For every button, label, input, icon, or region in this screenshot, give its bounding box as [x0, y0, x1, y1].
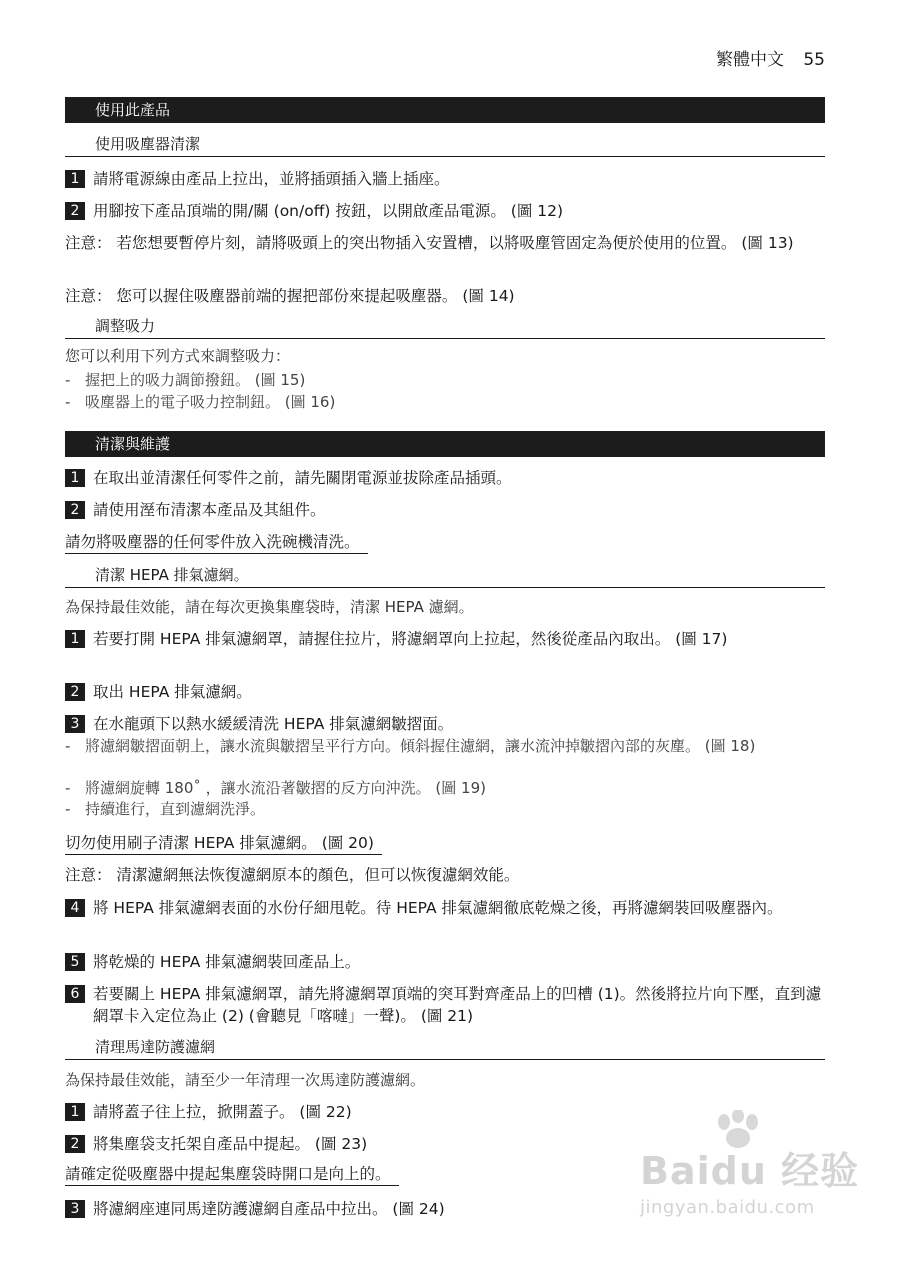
warning-text: 請勿將吸塵器的任何零件放入洗碗機清洗。	[65, 531, 368, 554]
step-text: 請將電源線由產品上拉出，並將插頭插入牆上插座。	[93, 170, 450, 188]
step-number: 1	[65, 1103, 85, 1121]
warning-text: 切勿使用刷子清潔 HEPA 排氣濾網。 (圖 20)	[65, 832, 382, 855]
step-2	[65, 200, 825, 222]
warning-row	[65, 832, 825, 855]
page-number: 55	[803, 50, 825, 70]
subsection-hepa-title: 清潔 HEPA 排氣濾網。	[65, 563, 825, 588]
step-4	[65, 897, 825, 919]
step-number: 1	[65, 170, 85, 188]
step-number: 3	[65, 1200, 85, 1218]
list-item: - 將濾網皺摺面朝上，讓水流與皺摺呈平行方向。傾斜握住濾網，讓水流沖掉皺摺內部的灰塵。 (圖 18)	[65, 737, 825, 756]
step-number: 4	[65, 899, 85, 917]
list-item: - 持續進行，直到濾網洗淨。	[65, 800, 825, 819]
list-item: - 吸塵器上的電子吸力控制鈕。 (圖 16)	[65, 393, 825, 412]
step-text: 在取出並清潔任何零件之前，請先關閉電源並拔除產品插頭。	[93, 469, 512, 487]
list-item-text: 將濾網皺摺面朝上，讓水流與皺摺呈平行方向。傾斜握住濾網，讓水流沖掉皺摺內部的灰塵。 (圖 18)	[85, 737, 756, 755]
page-header	[65, 45, 825, 70]
step-5	[65, 951, 825, 973]
step-1	[65, 467, 825, 489]
suction-intro: 您可以利用下列方式來調整吸力：	[65, 347, 291, 365]
step-text: 將乾燥的 HEPA 排氣濾網裝回產品上。	[93, 953, 361, 971]
warning-row	[65, 531, 825, 554]
language-label: 繁體中文	[715, 50, 784, 70]
step-3	[65, 713, 825, 735]
step-number: 5	[65, 953, 85, 971]
subsection-vacuum-title: 使用吸塵器清潔	[65, 132, 825, 157]
step-text: 在水龍頭下以熱水緩緩清洗 HEPA 排氣濾網皺摺面。	[93, 715, 454, 733]
step-text: 請使用溼布清潔本產品及其組件。	[93, 501, 326, 519]
section-bar-clean: 清潔與維護	[65, 431, 825, 457]
step-2	[65, 499, 825, 521]
step-number: 2	[65, 501, 85, 519]
step-text: 若要打開 HEPA 排氣濾網罩，請握住拉片，將濾網罩向上拉起，然後從產品內取出。 (圖 17)	[93, 630, 728, 648]
step-text: 將 HEPA 排氣濾網表面的水份仔細甩乾。待 HEPA 排氣濾網徹底乾燥之後，再將濾網裝回吸塵器內。	[93, 899, 783, 917]
step-1	[65, 628, 785, 650]
paw-icon	[710, 1110, 770, 1150]
step-1	[65, 168, 825, 190]
list-item-text: 吸塵器上的電子吸力控制鈕。 (圖 16)	[85, 393, 336, 411]
list-item-text: 將濾網旋轉 180˚ ，讓水流沿著皺摺的反方向沖洗。 (圖 19)	[85, 779, 486, 797]
list-item-text: 持續進行，直到濾網洗淨。	[85, 800, 266, 818]
watermark-url: jingyan.baidu.com	[640, 1197, 815, 1218]
warning-text: 請確定從吸塵器中提起集塵袋時開口是向上的。	[65, 1163, 399, 1186]
step-number: 2	[65, 1135, 85, 1153]
step-text: 取出 HEPA 排氣濾網。	[93, 683, 252, 701]
motor-intro: 為保持最佳效能，請至少一年清理一次馬達防護濾網。	[65, 1071, 426, 1089]
step-number: 1	[65, 469, 85, 487]
step-text: 將濾網座連同馬達防護濾網自產品中拉出。 (圖 24)	[93, 1200, 445, 1218]
step-text: 將集塵袋支托架自產品中提起。 (圖 23)	[93, 1135, 368, 1153]
baidu-watermark	[640, 1140, 880, 1250]
list-item: - 將濾網旋轉 180˚ ，讓水流沿著皺摺的反方向沖洗。 (圖 19)	[65, 779, 825, 798]
watermark-logo: Baidu 经验	[640, 1149, 860, 1193]
subsection-suction-title: 調整吸力	[65, 314, 825, 339]
hepa-intro: 為保持最佳效能，請在每次更換集塵袋時，清潔 HEPA 濾網。	[65, 598, 474, 616]
step-2	[65, 681, 825, 703]
note: 注意： 您可以握住吸塵器前端的握把部份來提起吸塵器。 (圖 14)	[65, 287, 515, 305]
list-item-text: 握把上的吸力調節撥鈕。 (圖 15)	[85, 371, 306, 389]
step-text: 請將蓋子往上拉，掀開蓋子。 (圖 22)	[93, 1103, 352, 1121]
subsection-motor-title: 清理馬達防護濾網	[65, 1035, 825, 1060]
step-text: 若要關上 HEPA 排氣濾網罩，請先將濾網罩頂端的突耳對齊產品上的凹槽 (1)。然後將拉片向下壓，直到濾網罩卡入定位為止 (2) (會聽見「喀噠」一聲)。 (圖 21)	[93, 985, 822, 1025]
section-bar-use: 使用此產品	[65, 97, 825, 123]
step-number: 2	[65, 683, 85, 701]
step-number: 3	[65, 715, 85, 733]
step-number: 2	[65, 202, 85, 220]
step-6	[65, 983, 825, 1027]
list-item: - 握把上的吸力調節撥鈕。 (圖 15)	[65, 371, 825, 390]
note: 注意： 清潔濾網無法恢復濾網原本的顏色，但可以恢復濾網效能。	[65, 866, 520, 884]
note: 注意： 若您想要暫停片刻，請將吸頭上的突出物插入安置槽，以將吸塵管固定為便於使用的位置。 (圖 13)	[65, 234, 794, 252]
step-text: 用腳按下產品頂端的開/關 (on/off) 按鈕，以開啟產品電源。 (圖 12)	[93, 202, 564, 220]
step-number: 6	[65, 985, 85, 1003]
step-number: 1	[65, 630, 85, 648]
